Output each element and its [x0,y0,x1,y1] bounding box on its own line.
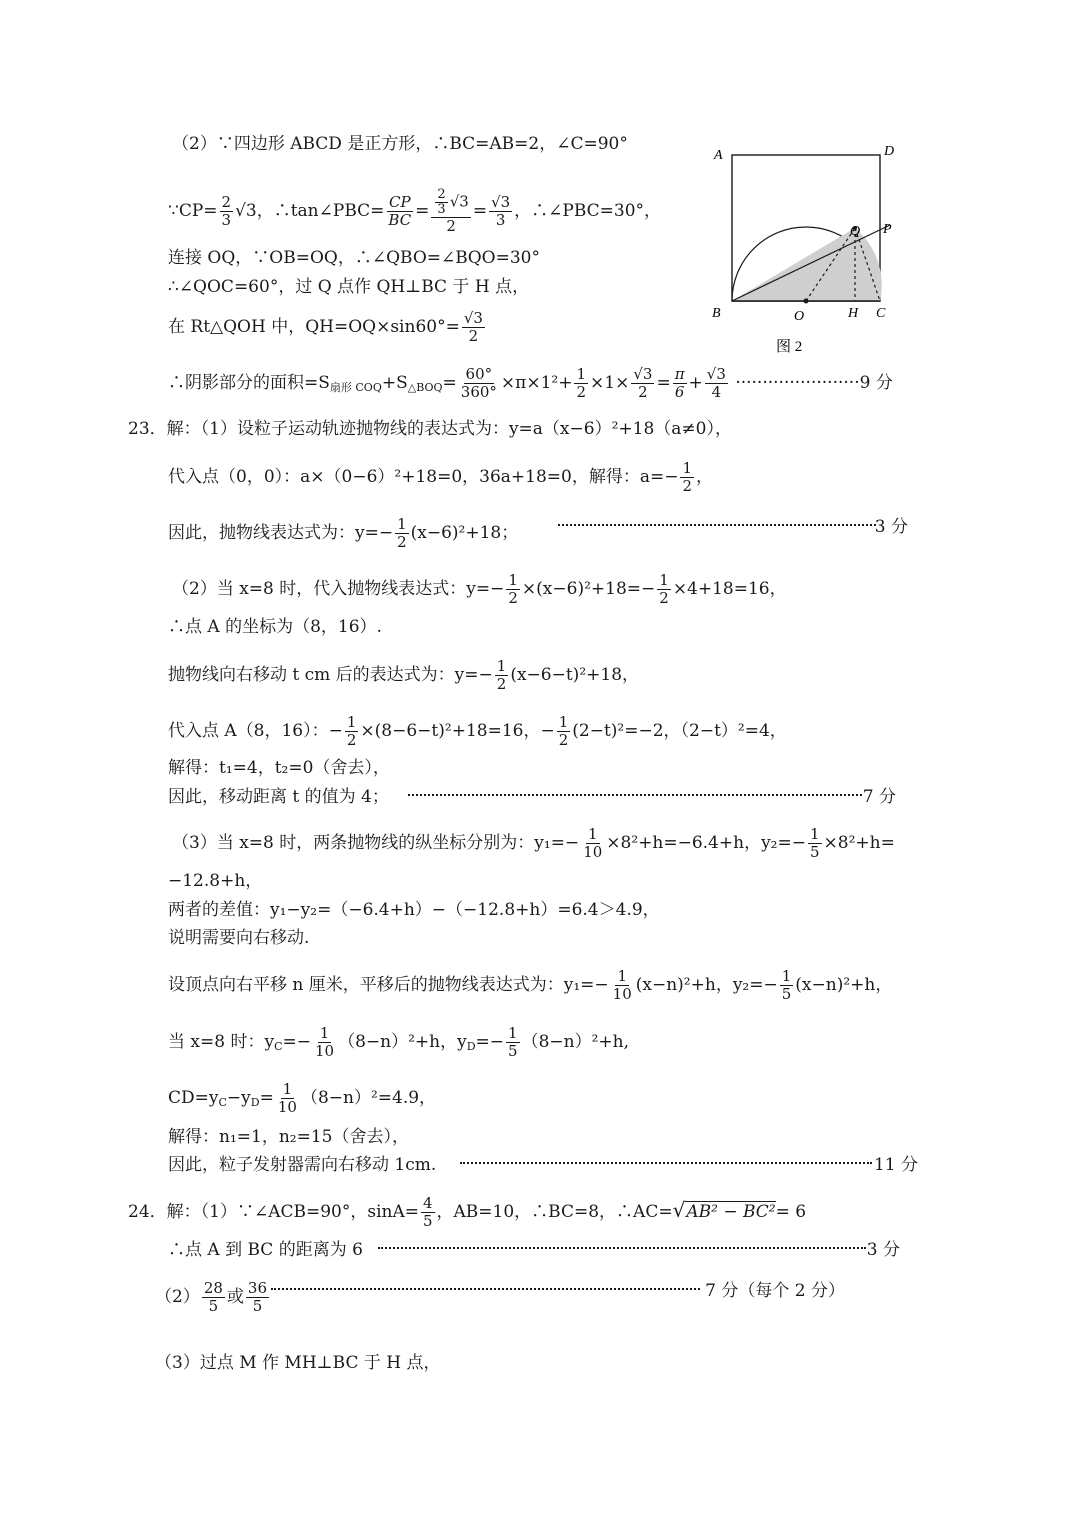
q23-line-12: 两者的差值：y₁−y₂=（−6.4+h）−（−12.8+h）=6.4＞4.9， [168,900,660,920]
label-b: B [712,306,721,321]
q22-line-5: 在 Rt△QOH 中，QH=OQ×sin60°= $\frac{√3}{2}$ [168,309,483,345]
label-p: P [883,222,892,237]
dot-leader [408,794,862,796]
q23-line-7: 代入点 A（8，16）：− $\frac{1}{2}$ ×(8−6−t)²+18=16，− $\frac{1}{2}$ (2−t)²=−2，（2−t）²=4， [168,713,787,749]
q24-line-2: ∴点 A 到 BC 的距离为 6 3 分 [168,1240,900,1260]
score: 3 分 [866,1240,900,1260]
fraction-2-3: $\frac{2}{3}$ [221,193,232,229]
fraction-sqrt3-2: $\frac{√3}{2}$ [463,309,483,345]
q24-line-3: （2） $\frac{28}{5}$ 或 $\frac{36}{5}$ 7 分（每个 2 分） [155,1279,845,1315]
fraction-pi-6: $\frac{\pi}{6}$ [674,365,685,401]
dot-leader [271,1288,700,1290]
fraction-half: $\frac{1}{2}$ [576,365,587,401]
dot-leader [460,1162,872,1164]
q23-line-4: （2）当 x=8 时，代入抛物线表达式：y=− $\frac{1}{2}$ ×(x−6)²+18=− $\frac{1}{2}$ ×4+18=16， [172,571,787,607]
dot-leader [558,524,876,526]
q23-line-3: 因此，抛物线表达式为：y=− $\frac{1}{2}$ (x−6)²+18； 3 分 [168,515,908,551]
label-o: O [794,309,805,324]
q22-line-6: ∴阴影部分的面积$=S_{扇形 COQ}+S_{\triangle BOQ}=$ $\frac{60^\circ}{360^\circ}$ ×π×1²+ $\frac{1}{2}$ ×1× $\frac{√3}{2}$ = $\frac{\pi}{6}$ + $\frac{√3}{4}$ ·······················9 分 [168,365,893,401]
figure-caption: 图 2 [776,339,803,355]
q23-line-2: 代入点（0，0）：a×（0−6）²+18=0，36a+18=0，解得：a=− $\frac{1}{2}$ ， [168,459,714,495]
point-o [804,299,809,304]
q23-line-17: 解得：n₁=1，n₂=15（舍去）， [168,1127,409,1147]
fraction-60-360: $\frac{60^\circ}{360^\circ}$ [460,365,497,401]
fraction-sqrt3-2b: $\frac{√3}{2}$ [633,365,653,401]
fraction-nested: $\frac{2}{3}$ √3 2 [431,188,470,235]
score: 9 分 [859,373,893,393]
q24-line-4: （3）过点 M 作 MH⊥BC 于 H 点， [155,1353,441,1373]
q23-line-14: 设顶点向右平移 n 厘米，平移后的抛物线表达式为：y₁=− $\frac{1}{10}$ (x−n)²+h，y₂=− $\frac{1}{5}$ (x−n)²+h， [168,967,893,1003]
label-c: C [876,306,886,321]
label-q: Q [850,224,861,239]
q23-line-6: 抛物线向右移动 t cm 后的表达式为：y=− $\frac{1}{2}$ (x−6−t)²+18， [168,657,640,693]
q22-line-1: （2）∵四边形 ABCD 是正方形，∴BC=AB=2，∠C=90° [172,134,628,154]
q22-line-3: 连接 OQ，∵OB=OQ，∴∠QBO=∠BQO=30° [168,248,540,268]
q23-line-10: （3）当 x=8 时，两条抛物线的纵坐标分别为：y₁=− $\frac{1}{10}$ ×8²+h=−6.4+h，y₂=− $\frac{1}{5}$ ×8²+h= [172,825,895,861]
dot-leader: ······················· [735,373,860,393]
fraction-sqrt3-3: $\frac{√3}{3}$ [491,193,511,229]
fraction-sqrt3-4: $\frac{√3}{4}$ [706,365,726,401]
label-d: D [884,144,895,159]
q23-line-15: 当 x=8 时：$y_C=-$ $\frac{1}{10}$ （8−n）²+h，$y_D=-$ $\frac{1}{5}$ （8−n）²+h, [168,1024,629,1060]
score: 11 分 [873,1155,918,1175]
label-a: A [714,148,723,163]
q22-line-2: ∵CP= $\frac{2}{3}$ √3，∴tan∠PBC= $\frac{CP}{BC}$ = $\frac{2}{3}$ √3 2 = $\frac{√3}{3}$ ，∴∠PBC=30°， [168,187,662,235]
q23-line-18: 因此，粒子发射器需向右移动 1cm. 11 分 [168,1155,918,1175]
q23-line-13: 说明需要向右移动. [168,928,310,948]
q22-line-4: ∴∠QOC=60°，过 Q 点作 QH⊥BC 于 H 点， [168,277,530,297]
score: 7 分（每个 2 分） [705,1281,845,1301]
q23-line-8: 解得：t₁=4，t₂=0（舍去）， [168,758,390,778]
q23-line-9: 因此，移动距离 t 的值为 4； 7 分 [168,787,896,807]
dot-leader [378,1247,866,1249]
q23-line-5: ∴点 A 的坐标为（8，16）. [168,617,382,637]
q24-line-1: 24．解：（1）∵∠ACB=90°，sinA= $\frac{4}{5}$ ，AB=10，∴BC=8，∴AC=√AB² − BC²= 6 [128,1194,807,1230]
q23-line-11: −12.8+h， [168,871,263,891]
label-h: H [848,306,859,321]
score: 7 分 [862,787,896,807]
q23-line-1: 23．解：（1）设粒子运动轨迹抛物线的表达式为：y=a（x−6）²+18（a≠0）， [128,419,732,439]
fraction-cp-bc: $\frac{CP}{BC}$ [388,193,412,229]
geometry-figure [700,135,910,365]
q23-line-16: $CD=y_C-y_D=$ $\frac{1}{10}$ （8−n）²=4.9， [168,1080,437,1116]
score: 3 分 [874,517,908,537]
